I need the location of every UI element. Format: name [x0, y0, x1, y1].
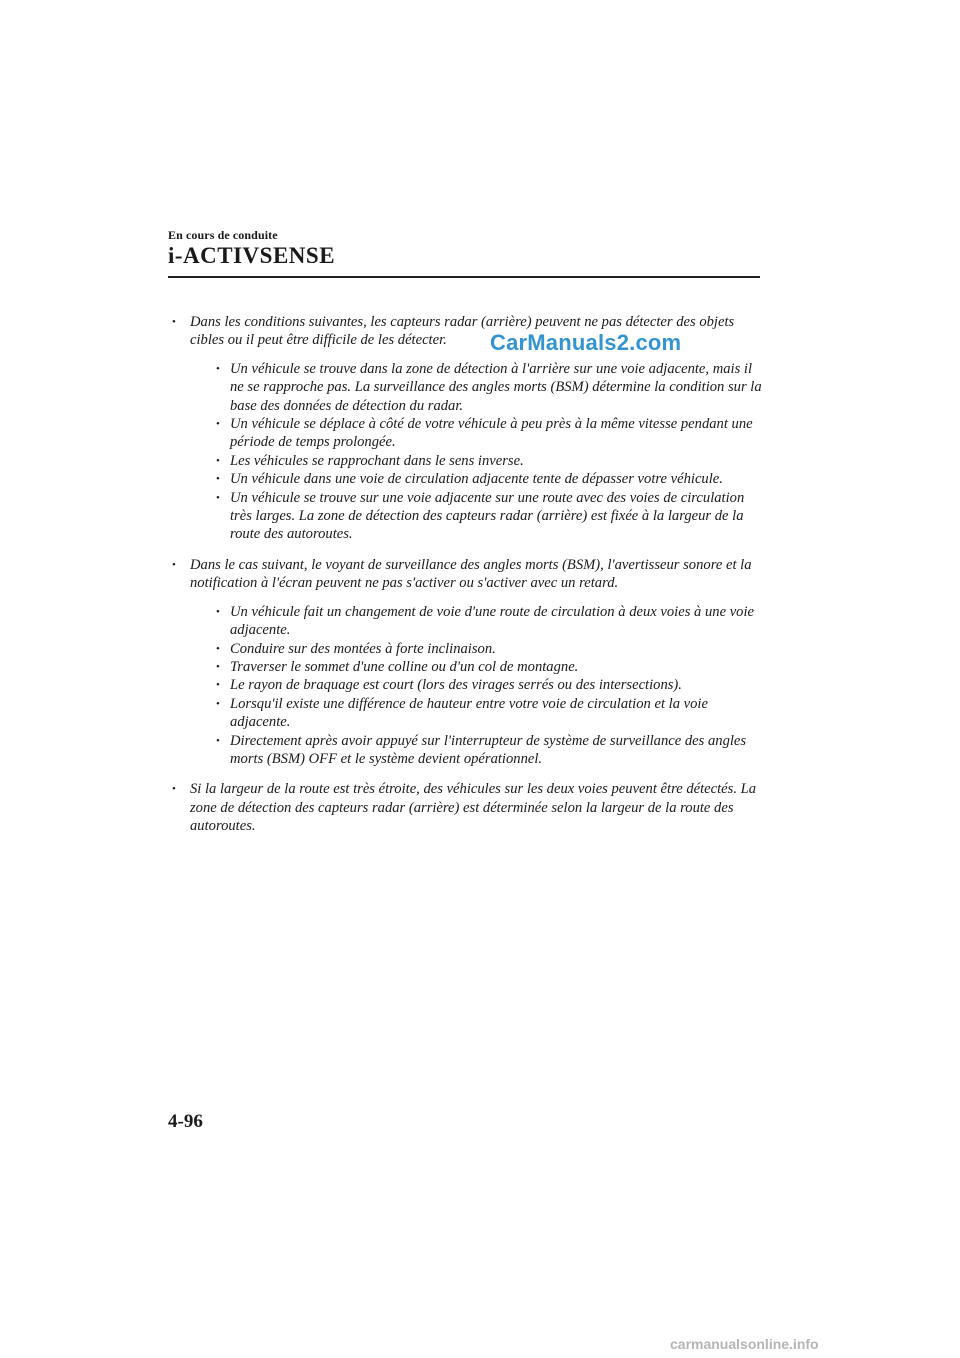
- sub-bullet-text: Conduire sur des montées à forte inclinaison.: [230, 640, 496, 657]
- sub-bullet-item: [210, 415, 768, 452]
- sub-bullet-text: Directement après avoir appuyé sur l'interrupteur de système de surveillance des angles morts (BSM) OFF et le système devient opérationnel.: [230, 732, 747, 767]
- bullet-item: [168, 556, 768, 768]
- bullet-icon: •: [216, 697, 220, 710]
- sub-bullet-text: Un véhicule se trouve dans la zone de détection à l'arrière sur une voie adjacente, mais il ne se rapproche pas. La surveillance des angles morts (BSM) détermine la condition sur la base des données de détection du radar.: [230, 360, 762, 414]
- sub-bullet-item: [210, 695, 768, 732]
- sub-bullet-item: [210, 640, 768, 658]
- sub-bullet-text: Un véhicule se trouve sur une voie adjacente sur une route avec des voies de circulation très larges. La zone de détection des capteurs radar (arrière) est fixée à la largeur de la route des autoroutes.: [230, 489, 745, 543]
- sub-bullet-list: [190, 603, 768, 769]
- sub-bullet-item: [210, 360, 768, 415]
- sub-bullet-item: [210, 470, 768, 488]
- sub-bullet-item: [210, 732, 768, 769]
- bullet-icon: •: [216, 454, 220, 467]
- sub-bullet-text: Lorsqu'il existe une différence de hauteur entre votre voie de circulation et la voie adjacente.: [230, 695, 708, 731]
- section-label: En cours de conduite: [168, 228, 278, 242]
- manual-body: [168, 313, 768, 848]
- chapter-title: i-ACTIVSENSE: [168, 243, 336, 268]
- bullet-item: [168, 780, 768, 835]
- sub-bullet-item: [210, 452, 768, 470]
- bullet-text: Si la largeur de la route est très étroite, des véhicules sur les deux voies peuvent être détectés. La zone de détection des capteurs radar (arrière) est déterminée selon la largeur de la route des autoroutes.: [190, 781, 757, 835]
- title-divider: [168, 276, 760, 278]
- site-watermark: carmanualsonline.info: [670, 1336, 819, 1352]
- sub-bullet-text: Un véhicule fait un changement de voie d'une route de circulation à deux voies à une voie adjacente.: [230, 603, 754, 639]
- bullet-icon: •: [216, 642, 220, 655]
- bullet-text: Dans les conditions suivantes, les capteurs radar (arrière) peuvent ne pas détecter des objets cibles ou il peut être difficile de les détecter.: [190, 314, 735, 349]
- sub-bullet-text: Le rayon de braquage est court (lors des virages serrés ou des intersections).: [230, 677, 682, 694]
- sub-bullet-text: Un véhicule se déplace à côté de votre véhicule à peu près à la même vitesse pendant une période de temps prolongée.: [230, 416, 753, 451]
- sub-bullet-text: Traverser le sommet d'une colline ou d'un col de montagne.: [230, 658, 579, 675]
- bullet-icon: •: [216, 491, 220, 504]
- bullet-icon: •: [172, 558, 176, 571]
- bullet-icon: •: [216, 605, 220, 618]
- bullet-icon: •: [172, 316, 176, 328]
- bullet-text: Dans le cas suivant, le voyant de surveillance des angles morts (BSM), l'avertisseur sonore et la notification à l'écran peuvent ne pas s'activer ou s'activer avec un retard.: [190, 556, 752, 592]
- bullet-icon: •: [216, 679, 220, 692]
- bullet-icon: •: [216, 734, 220, 747]
- sub-bullet-text: Un véhicule dans une voie de circulation adjacente tente de dépasser votre véhicule.: [230, 471, 723, 488]
- carmanuals-watermark: CarManuals2.com: [490, 330, 682, 355]
- sub-bullet-list: [190, 360, 768, 544]
- bullet-icon: •: [216, 473, 220, 486]
- bullet-icon: •: [216, 362, 220, 375]
- sub-bullet-item: [210, 658, 768, 676]
- bullet-icon: •: [216, 418, 220, 431]
- sub-bullet-text: Les véhicules se rapprochant dans le sens inverse.: [230, 452, 524, 469]
- page-number: 4-96: [168, 1111, 203, 1132]
- sub-bullet-item: [210, 489, 768, 544]
- sub-bullet-item: [210, 603, 768, 640]
- sub-bullet-item: [210, 676, 768, 694]
- bullet-icon: •: [172, 783, 176, 796]
- bullet-icon: •: [216, 660, 220, 673]
